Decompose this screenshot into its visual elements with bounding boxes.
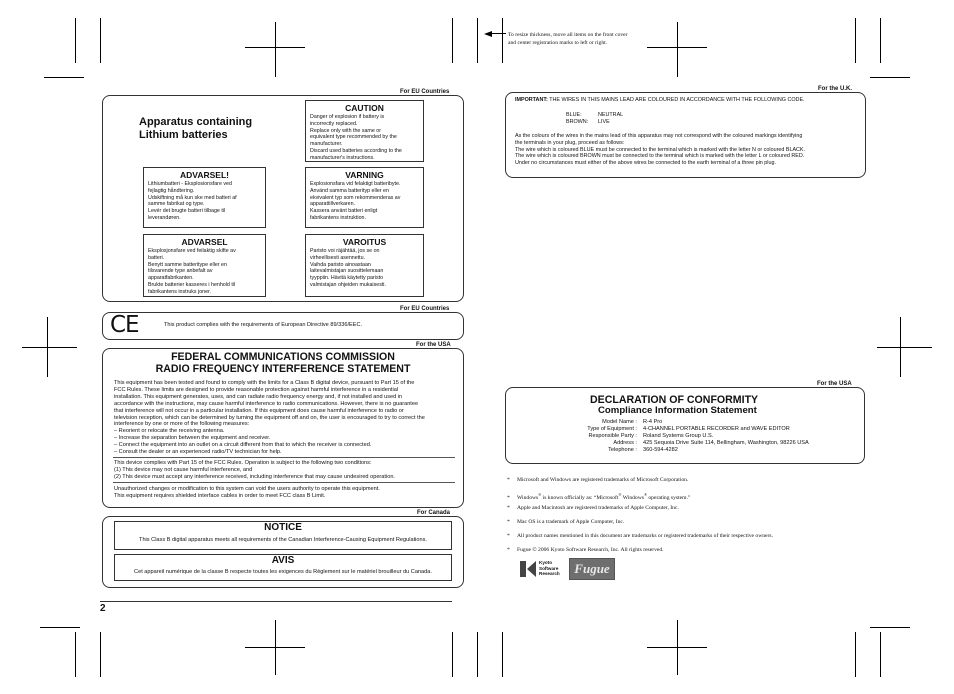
trademark-item: * Microsoft and Windows are registered trademarks of Microsoft Corporation. xyxy=(507,477,689,483)
doc-row: Telephone : 360-594-4282 xyxy=(608,446,678,453)
ce-tag: For EU Countries xyxy=(400,306,450,312)
trademark-item: * Apple and Macintosh are registered trademarks of Apple Computer, Inc. xyxy=(507,505,679,511)
doc-title: DECLARATION OF CONFORMITY xyxy=(590,394,759,406)
page-number: 2 xyxy=(100,603,106,614)
kyoto-logo xyxy=(519,559,567,579)
fcc-title: FEDERAL COMMUNICATIONS COMMISSION RADIO FREQUENCY INTERFERENCE STATEMENT xyxy=(155,351,411,375)
uk-important: IMPORTANT: THE WIRES IN THIS MAINS LEAD ARE COLOURED IN ACCORDANCE WITH THE FOLLOWING CODE. xyxy=(515,97,805,103)
avis-box xyxy=(114,554,452,581)
advarsel-dk-box: ADVARSEL! Lithiumbatteri - Eksplosionsfare ved fejlagtig håndtering. Udskiftning må kun ske med batteri af samme fabrikat og type. Levér det brugte batteri tilbage til leverandøren. xyxy=(143,167,266,228)
doc-row: Type of Equipment : 4-CHANNEL PORTABLE RECORDER and WAVE EDITOR xyxy=(587,425,790,432)
doc-row: Model Name : R-4 Pro xyxy=(602,419,663,425)
doc-table xyxy=(560,419,809,454)
ce-logo: CE xyxy=(110,312,139,338)
fcc-divider-2 xyxy=(113,482,455,483)
kyoto-logo-mark xyxy=(527,561,536,577)
arrow-left-icon xyxy=(484,31,492,37)
fugue-logo: Fugue xyxy=(569,558,615,580)
eu-tag: For EU Countries xyxy=(400,89,450,95)
caution-box: CAUTION Danger of explosion if battery is incorrectly replaced. Replace only with the same or equivalent type recommended by the manufacturer. Discard used batteries according to the manufacturer's instructions. xyxy=(305,100,424,162)
arrow-line xyxy=(490,33,506,34)
avis-text: Cet appareil numérique de la classe B respecte toutes les exigences du Règlement sur le matériel brouilleur du Canada. xyxy=(134,569,432,575)
fcc-divider xyxy=(113,457,455,458)
ce-text: This product complies with the requirements of European Directive 89/336/EEC. xyxy=(164,322,363,328)
fcc-conditions: This device complies with Part 15 of the FCC Rules. Operation is subject to the following two conditions: (1) This device may not cause harmful interference, and (2) This device must accept any interference received, including interference that may cause undesired operation. xyxy=(114,460,395,480)
footer-rule xyxy=(100,601,452,602)
fcc-changes: Unauthorized changes or modification to this system can void the users authority to operate this equipment. This equipment requires shielded interface cables in order to meet FCC class B Limit. xyxy=(114,486,380,499)
doc-subtitle: Compliance Information Statement xyxy=(598,405,757,416)
trademark-item: * All product names mentioned in this document are trademarks or registered trademarks of their respective owners. xyxy=(507,533,773,539)
uk-wire-table xyxy=(566,112,623,126)
wire-row: BROWN: LIVE xyxy=(566,118,610,125)
advarsel-no-box: ADVARSEL Eksplosjonsfare ved feilaktig skifte av batteri. Benytt samme batteritype eller en tilsvarende type anbefalt av apparatfabrikanten. Brukte batterier kasseres i henhold til fabrikantens instruks joner. xyxy=(143,234,266,297)
varoitus-box: VAROITUS Paristo voi räjähtää, jos se on virheellisesti asennettu. Vaihda paristo ainoastaan laitevalmistajan suosittelemaan tyyppiin. Hävitä käytetty paristo valmistajan ohjeiden mukaisesti. xyxy=(305,234,424,297)
doc-row: Responsible Party : Roland Systems Group U.S. xyxy=(588,432,714,439)
avis-heading: AVIS xyxy=(271,555,295,566)
notice-heading: NOTICE xyxy=(264,522,302,533)
canada-tag: For Canada xyxy=(417,510,451,516)
notice-text: This Class B digital apparatus meets all requirements of the Canadian Interference-Causing Equipment Regulations. xyxy=(139,537,427,543)
notice-box xyxy=(114,521,452,550)
eu-title: Apparatus containing Lithium batteries xyxy=(139,116,253,141)
varning-box: VARNING Explosionsfara vid felaktigt batteribyte. Använd samma batterityp eller en ekvivalent typ som rekommenderas av apparattillverkaren. Kassera använt batteri enligt fabrikantens instruktion. xyxy=(305,167,424,228)
top-note: To resize thickness, move all items on the front cover and center registration marks to left or right. xyxy=(508,32,628,46)
uk-paragraph: As the colours of the wires in the mains lead of this apparatus may not correspond with the coloured markings identifying the terminals in your plug, proceed as follows: The wire which is coloured BLUE must be connected to the terminal which is marked with the letter N or coloured BLACK. The wire which is coloured BROWN must be connected to the terminal which is marked with the letter L or coloured RED. Under no circumstances must either of the above wires be connected to the earth terminal of a three pin plug. xyxy=(515,133,806,167)
doc-row: Address : 425 Sequoia Drive Suite 114, Bellingham, Washington, 98226 USA xyxy=(613,439,809,446)
wire-row: BLUE: NEUTRAL xyxy=(566,112,624,118)
trademark-item: * Windows® is known officially as: “Microsoft® Windows® operating system.” xyxy=(507,492,691,501)
kyoto-logo-mark xyxy=(520,561,526,577)
doc-tag: For the USA xyxy=(817,381,852,387)
fcc-paragraph: This equipment has been tested and found to comply with the limits for a Class B digital device, pursuant to Part 15 of the FCC Rules. These limits are designed to provide reasonable protection against harmful interference in a residential installation. This equipment generates, uses, and can radiate radio frequency energy and, if not installed and used in accordance with the instructions, may cause harmful interference to radio communications. However, there is no guarantee that interference will not occur in a particular installation. If this equipment does cause harmful interference to radio or television reception, which can be determined by turning the equipment off and on, the user is encouraged to try to correct the interference by one or more of the following measures: – Reorient or relocate the receiving antenna. – Increase the separation between the equipment and receiver. – Connect the equipment into an outlet on a circuit different from that to which the receiver is connected. – Consult the dealer or an experienced radio/TV technician for help. xyxy=(114,380,425,456)
trademark-item: * Mac OS is a trademark of Apple Computer, Inc. xyxy=(507,519,625,525)
fcc-tag: For the USA xyxy=(416,342,451,348)
kyoto-logo-text: Kyoto Software Research xyxy=(539,560,560,576)
uk-tag: For the U.K. xyxy=(818,86,852,92)
trademark-item: * Fugue © 2006 Kyoto Software Research, Inc. All rights reserved. xyxy=(507,547,664,553)
